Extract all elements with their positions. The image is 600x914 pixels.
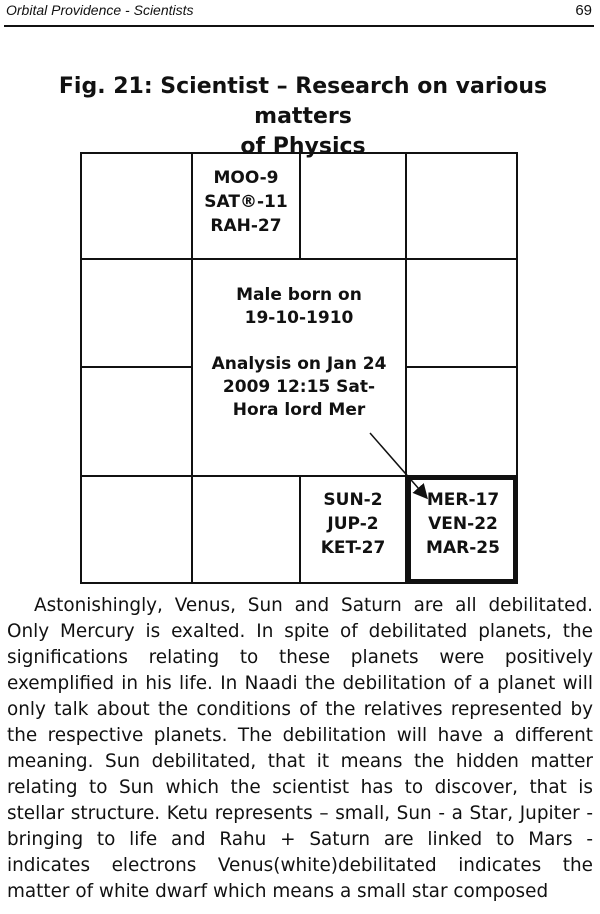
birth-label: Male born on <box>236 285 362 305</box>
figure-title-line-1: Fig. 21: Scientist – Research on various matters <box>58 74 548 129</box>
house-cell-bottom-right <box>411 488 515 560</box>
planet-label: VEN-22 <box>428 514 498 534</box>
planet-label: SAT®-11 <box>204 192 288 212</box>
chart-center-info <box>192 284 406 422</box>
figure-title-line-2: of Physics <box>240 134 366 159</box>
planet-label: MOO-9 <box>213 168 279 188</box>
planet-label: KET-27 <box>320 538 386 558</box>
running-title: Orbital Providence - Scientists <box>6 2 194 18</box>
analysis-line: Analysis on Jan 24 <box>211 354 387 374</box>
body-paragraph: Astonishingly, Venus, Sun and Saturn are all debilitated. Only Mercury is exalted. In spite of debilitated planets, the significations relating to these planets were positively exemplified in his life. In Naadi the debilitation of a planet will only talk about the conditions of the relatives represented by the respective planets. The debilitation will have a different meaning. Sun debilitated, that it means the hidden matter relating to Sun which the scientist has to discover, that is stellar structure. Ketu represents – small, Sun - a Star, Jupiter - bringing to life and Rahu + Saturn are linked to Mars - indicates electrons Venus(white)debilitated indicates the matter of white dwarf which means a small star composed <box>7 595 593 902</box>
header-rule <box>4 25 594 27</box>
analysis-line: Hora lord Mer <box>232 400 366 420</box>
planet-label: MAR-25 <box>426 538 500 558</box>
body-text <box>7 593 593 905</box>
astrology-chart <box>80 152 518 584</box>
page-number: 69 <box>575 2 592 19</box>
analysis-line: 2009 12:15 Sat- <box>222 377 376 397</box>
birth-date: 19-10-1910 <box>244 308 354 328</box>
house-cell-bottom-middle <box>300 488 406 560</box>
figure-title <box>18 72 588 162</box>
house-cell-top <box>192 166 300 238</box>
planet-label: JUP-2 <box>327 514 379 534</box>
planet-label: RAH-27 <box>210 216 282 236</box>
running-header <box>6 0 592 26</box>
planet-label: SUN-2 <box>323 490 383 510</box>
planet-label: MER-17 <box>426 490 500 510</box>
